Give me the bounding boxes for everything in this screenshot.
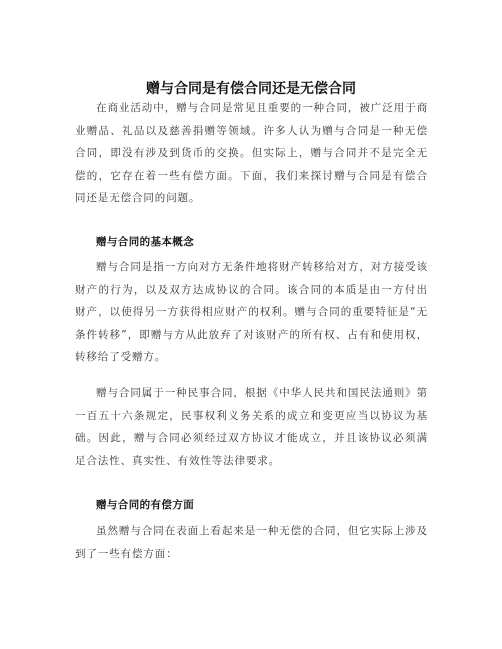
document-title: 赠与合同是有偿合同还是无偿合同 (146, 81, 356, 97)
section-heading-paid-aspects: 赠与合同的有偿方面 (96, 499, 195, 511)
section-paragraph: 赠与合同是指一方向对方无条件地将财产转移给对方，对方接受该财产的行为，以及双方达成协议的合同。该合同的本质是由一方付出财产，以使得另一方获得相应财产的权利。赠与合同的重要特征是“无条件转移”，即赠与方从此放弃了对该财产的所有权、占有和使用权，转移给了受赠方。 (75, 261, 428, 364)
section-paragraph: 虽然赠与合同在表面上看起来是一种无偿的合同，但它实际上涉及到了一些有偿方面： (75, 525, 428, 560)
intro-paragraph: 在商业活动中，赠与合同是常见且重要的一种合同，被广泛用于商业赠品、礼品以及慈善捐赠等领域。许多人认为赠与合同是一种无偿合同，即没有涉及到货币的交换。但实际上，赠与合同并不是完全无偿的，它存在着一些有偿方面。下面，我们来探讨赠与合同是有偿合同还是无偿合同的问题。 (75, 102, 428, 205)
section-heading-basic-concept: 赠与合同的基本概念 (96, 236, 195, 248)
section-paragraph: 赠与合同属于一种民事合同，根据《中华人民共和国民法通则》第一百五十六条规定，民事权利义务关系的成立和变更应当以协议为基础。因此，赠与合同必须经过双方协议才能成立，并且该协议必须满足合法性、真实性、有效性等法律要求。 (75, 387, 428, 467)
